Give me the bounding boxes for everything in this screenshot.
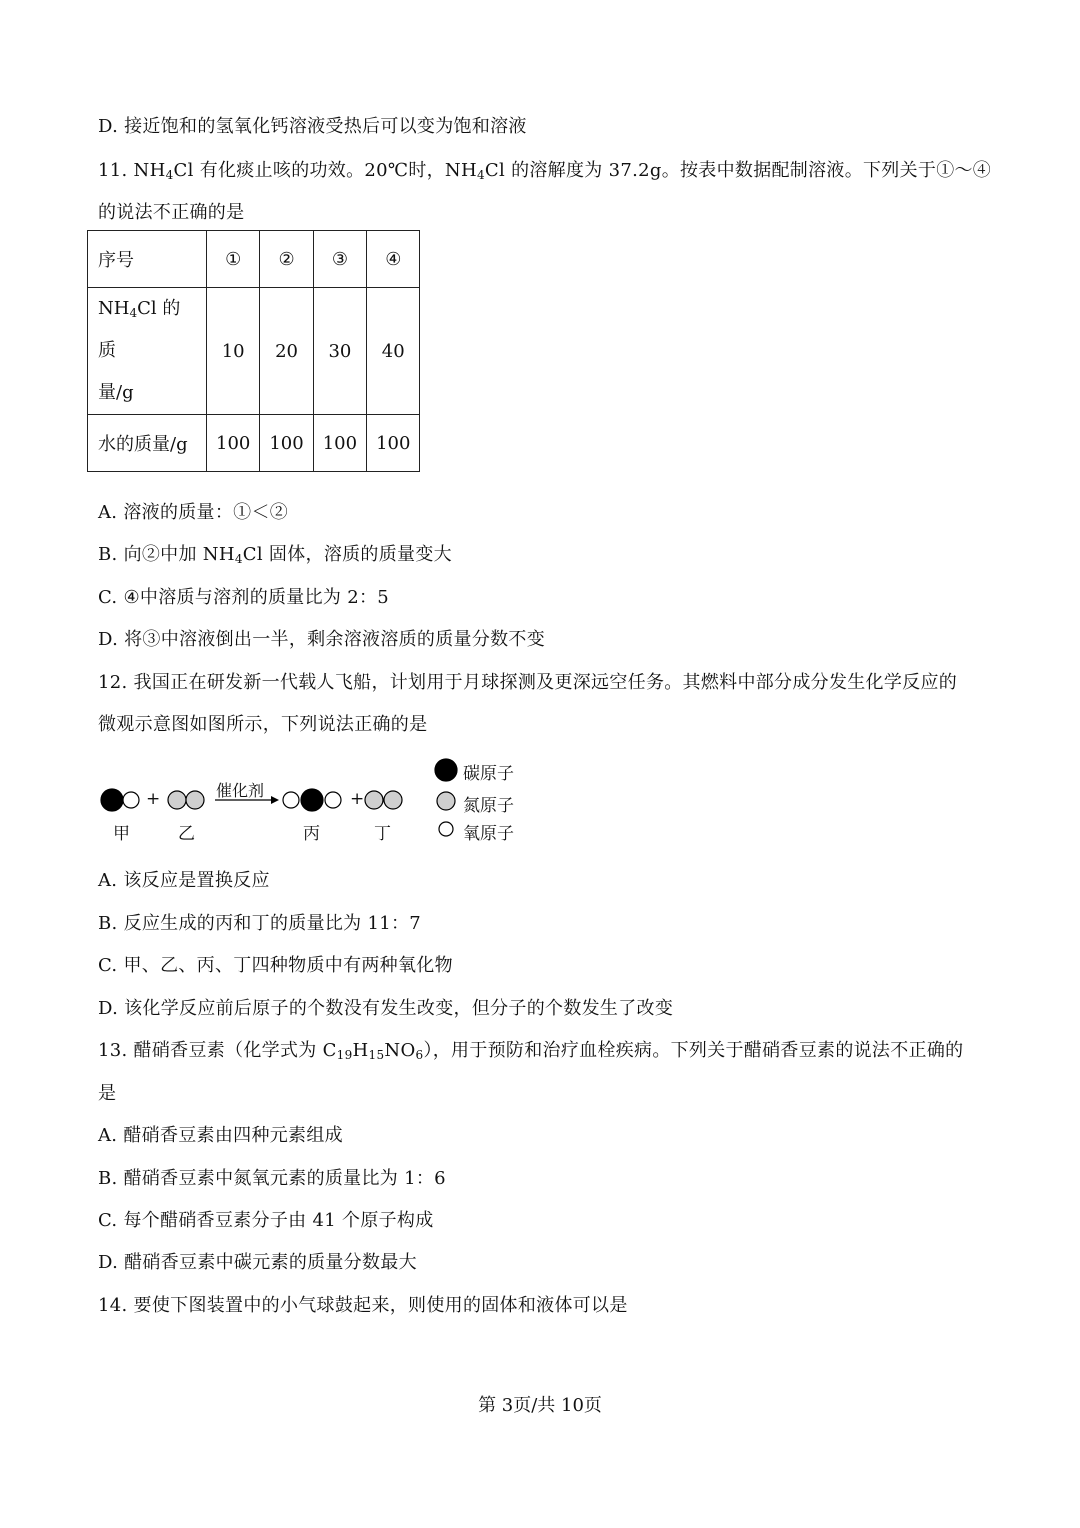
reaction-diagram [96,752,536,852]
table-header-label: 序号 [88,231,207,288]
q11-data-table [87,230,420,472]
q12-option-d: D. 该化学反应前后原子的个数没有发生改变，但分子的个数发生了改变 [98,998,674,1019]
q13-option-a: A. 醋硝香豆素由四种元素组成 [98,1125,343,1146]
q13-stem-line1: 13. 醋硝香豆素（化学式为 $C_{19}H_{15}NO_6$），用于预防和治疗血栓疾病。下列关于醋硝香豆素的说法不正确的 [98,1040,964,1062]
q11-option-d: D. 将③中溶液倒出一半，剩余溶液溶质的质量分数不变 [98,629,546,650]
q12-option-c: C. 甲、乙、丙、丁四种物质中有两种氧化物 [98,955,453,976]
table-cell: 30 [313,288,366,415]
label-ding: 丁 [374,824,391,844]
q11-stem-line2: 的说法不正确的是 [98,202,245,223]
table-header-cell: ④ [367,231,420,288]
q13-stem-line2: 是 [98,1083,117,1104]
label-yi: 乙 [178,824,195,844]
table-header-cell: ② [260,231,313,288]
label-jia: 甲 [113,824,130,844]
q12-option-a: A. 该反应是置换反应 [98,870,270,891]
table-cell: 100 [207,415,260,472]
table-cell: 40 [367,288,420,415]
q12-option-b: B. 反应生成的丙和丁的质量比为 11：7 [98,913,422,934]
table-header-cell: ③ [313,231,366,288]
catalyst-label: 催化剂 [216,781,265,800]
q14-stem: 14. 要使下图装置中的小气球鼓起来，则使用的固体和液体可以是 [98,1295,628,1316]
q13-option-d: D. 醋硝香豆素中碳元素的质量分数最大 [98,1252,417,1273]
legend-oxygen-symbol [439,822,453,836]
q13-option-b: B. 醋硝香豆素中氮氧元素的质量比为 1：6 [98,1168,446,1189]
molecule-bing [283,789,341,811]
legend-carbon-label: 碳原子 [463,764,514,784]
table-cell: 100 [260,415,313,472]
label-bing: 丙 [303,824,320,844]
legend-oxygen-label: 氧原子 [463,824,514,844]
table-row [88,288,420,415]
q13-option-c: C. 每个醋硝香豆素分子由 41 个原子构成 [98,1210,434,1231]
page-footer: 第 3页/共 10页 [478,1395,602,1416]
molecule-jia [101,789,139,811]
q10-option-d: D. 接近饱和的氢氧化钙溶液受热后可以变为饱和溶液 [98,116,527,137]
molecule-ding [365,791,402,809]
q12-stem-line1: 12. 我国正在研发新一代载人飞船，计划用于月球探测及更深远空任务。其燃料中部分成分发生化学反应的 [98,672,958,693]
plus-sign: + [350,789,365,809]
q11-option-b: B. 向②中加 $NH_4Cl$ 固体，溶质的质量变大 [98,544,452,566]
molecule-yi [168,791,204,809]
table-cell: 100 [367,415,420,472]
table-header-cell: ① [207,231,260,288]
legend-carbon-symbol [435,759,457,781]
legend-nitrogen-symbol [437,792,455,810]
q11-option-c: C. ④中溶质与溶剂的质量比为 2：5 [98,587,390,608]
legend-nitrogen-label: 氮原子 [463,796,514,816]
q11-option-a: A. 溶液的质量：①＜② [98,502,289,523]
q12-stem-line2: 微观示意图如图所示，下列说法正确的是 [98,714,428,735]
table-row [88,415,420,472]
table-cell: 100 [313,415,366,472]
table-row-label: 水的质量/g [88,415,207,472]
table-cell: 10 [207,288,260,415]
table-row-label: $NH_4Cl$ 的质 量/g [88,288,207,415]
table-cell: 20 [260,288,313,415]
q11-stem-line1: 11. $NH_4Cl$ 有化痰止咳的功效。20℃时，$NH_4Cl$ 的溶解度为 37.2g。按表中数据配制溶液。下列关于①～④ [98,160,992,182]
table-row [88,231,420,288]
plus-sign: + [146,789,161,809]
